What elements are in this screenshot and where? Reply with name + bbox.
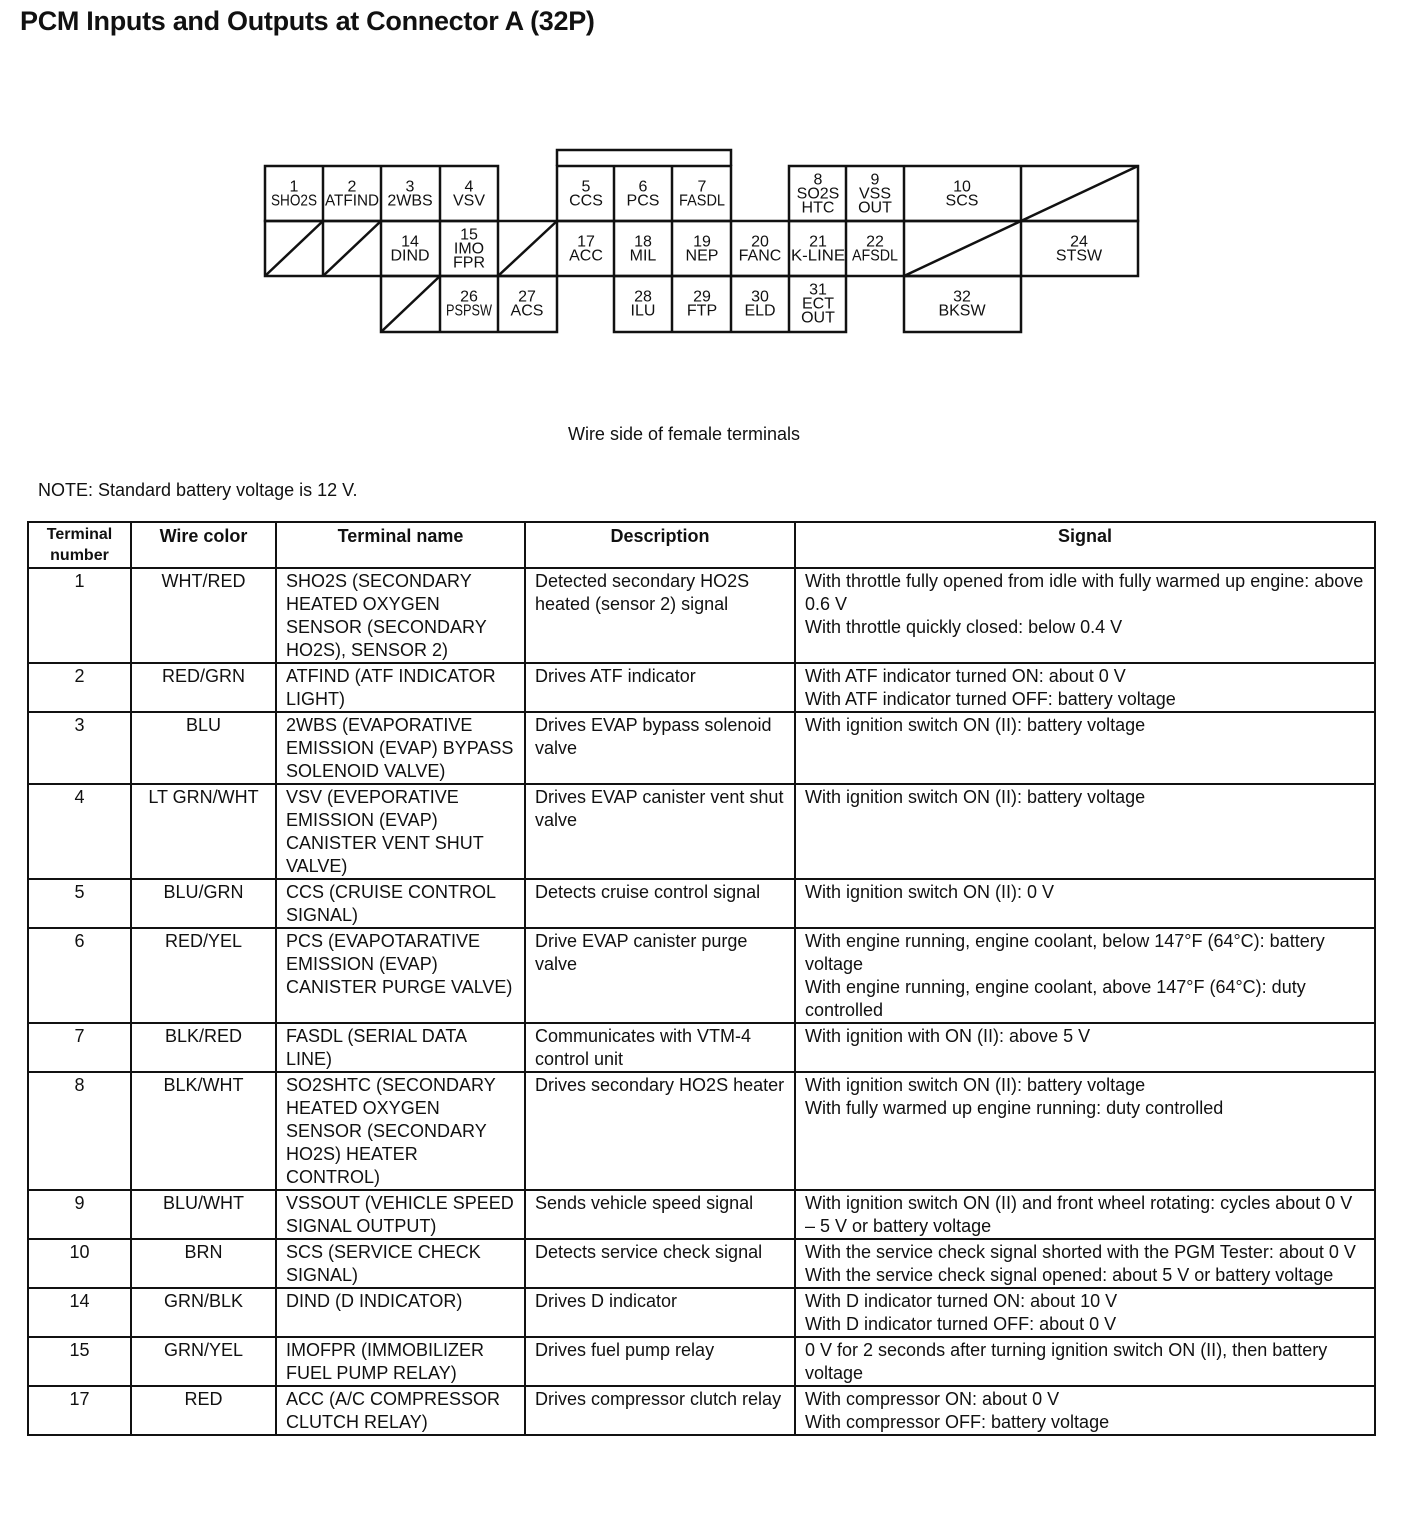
signal-line: With ATF indicator turned OFF: battery voltage [805, 689, 1176, 709]
connector-pin-number: 32 [953, 288, 971, 306]
wire-color-cell: RED/YEL [131, 928, 276, 1023]
connector-pin-name: VSV [452, 192, 486, 210]
terminal-table [27, 521, 1376, 1436]
description-cell: Drives fuel pump relay [525, 1337, 795, 1386]
signal-line: With engine running, engine coolant, above 147°F (64°C): duty controlled [805, 977, 1306, 1020]
connector-pin-number: 4 [464, 178, 474, 196]
description-cell: Communicates with VTM-4 control unit [525, 1023, 795, 1072]
connector-pin-name: OUT [801, 309, 835, 327]
terminal-number-cell: 2 [28, 663, 131, 712]
signal-line: With the service check signal opened: about 5 V or battery voltage [805, 1265, 1334, 1285]
terminal-name-cell: IMOFPR (IMMOBILIZER FUEL PUMP RELAY) [276, 1337, 525, 1386]
description-cell: Drives ATF indicator [525, 663, 795, 712]
connector-pin-number: 3 [405, 178, 415, 196]
connector-pin-3 [387, 179, 432, 210]
connector-pin-number: 10 [953, 178, 971, 196]
signal-line: With throttle quickly closed: below 0.4 V [805, 617, 1123, 637]
connector-pin-name: AFSDL [852, 247, 899, 265]
signal-line: With ignition switch ON (II) and front wheel rotating: cycles about 0 V – 5 V or battery voltage [805, 1193, 1353, 1236]
connector-pin-number: 30 [751, 288, 769, 306]
connector-pin-name: PCS [626, 192, 660, 210]
signal-line: With compressor OFF: battery voltage [805, 1412, 1110, 1432]
terminal-name-cell: ACC (A/C COMPRESSOR CLUTCH RELAY) [276, 1386, 525, 1435]
terminal-name-cell: VSSOUT (VEHICLE SPEED SIGNAL OUTPUT) [276, 1190, 525, 1239]
signal-cell [795, 1023, 1375, 1072]
signal-cell [795, 1190, 1375, 1239]
table-row [28, 1023, 1375, 1072]
connector-pin-7 [679, 179, 725, 210]
wire-color-cell: RED [131, 1386, 276, 1435]
terminal-number-cell: 5 [28, 879, 131, 928]
connector-pin-number: 15 [460, 226, 478, 244]
connector-pin-name: STSW [1055, 247, 1103, 265]
connector-pin-30 [744, 289, 775, 320]
signal-cell [795, 784, 1375, 879]
connector-pin-4 [453, 179, 485, 210]
connector-pin-name: ACS [510, 302, 544, 320]
terminal-name-cell: PCS (EVAPOTARATIVE EMISSION (EVAP) CANISTER PURGE VALVE) [276, 928, 525, 1023]
terminal-number-cell: 14 [28, 1288, 131, 1337]
connector-pin-name: ECT [802, 295, 834, 313]
description-cell: Sends vehicle speed signal [525, 1190, 795, 1239]
connector-pin-number: 22 [866, 233, 884, 251]
connector-pin-number: 31 [809, 281, 827, 299]
table-row [28, 1239, 1375, 1288]
connector-pin-17 [569, 234, 603, 265]
note-text: NOTE: Standard battery voltage is 12 V. [38, 480, 358, 500]
signal-cell [795, 663, 1375, 712]
connector-pin-number: 24 [1070, 233, 1088, 251]
connector-pin-name: MIL [629, 247, 657, 265]
connector-pin-number: 27 [518, 288, 536, 306]
connector-pin-number: 7 [697, 178, 707, 196]
connector-pin-name: SO2S [796, 185, 840, 203]
connector-pin-name: ACC [569, 247, 603, 265]
connector-pin-number: 1 [289, 178, 299, 196]
signal-line: With fully warmed up engine running: duty controlled [805, 1098, 1224, 1118]
signal-line: 0 V for 2 seconds after turning ignition switch ON (II), then battery voltage [805, 1340, 1328, 1383]
connector-pin-name: 2WBS [387, 192, 433, 210]
connector-pin-15 [453, 227, 485, 272]
signal-line: With ignition switch ON (II): battery voltage [805, 787, 1146, 807]
wire-color-cell: BRN [131, 1239, 276, 1288]
connector-pin-20 [739, 234, 782, 265]
table-row [28, 712, 1375, 784]
terminal-number-cell: 17 [28, 1386, 131, 1435]
signal-line: With throttle fully opened from idle with fully warmed up engine: above 0.6 V [805, 571, 1364, 614]
description-cell: Detects service check signal [525, 1239, 795, 1288]
connector-pin-14 [390, 234, 429, 265]
connector-pin-22 [852, 234, 898, 265]
wire-color-cell: WHT/RED [131, 568, 276, 663]
table-row [28, 928, 1375, 1023]
terminal-name-cell: SCS (SERVICE CHECK SIGNAL) [276, 1239, 525, 1288]
table-row [28, 1072, 1375, 1190]
description-cell: Detected secondary HO2S heated (sensor 2) signal [525, 568, 795, 663]
connector-pin-name: FANC [738, 247, 782, 265]
terminal-number-cell: 4 [28, 784, 131, 879]
connector-pin-name: K-LINE [791, 247, 845, 265]
terminal-name-cell: 2WBS (EVAPORATIVE EMISSION (EVAP) BYPASS SOLENOID VALVE) [276, 712, 525, 784]
connector-pin-26 [446, 289, 493, 320]
header-wire-color: Wire color [131, 522, 276, 568]
signal-line: With ATF indicator turned ON: about 0 V [805, 666, 1126, 686]
terminal-number-cell: 15 [28, 1337, 131, 1386]
terminal-name-cell: SO2SHTC (SECONDARY HEATED OXYGEN SENSOR (SECONDARY HO2S) HEATER CONTROL) [276, 1072, 525, 1190]
connector-pin-number: 18 [634, 233, 652, 251]
connector-pin-name: NEP [685, 247, 719, 265]
signal-cell [795, 568, 1375, 663]
terminal-number-cell: 10 [28, 1239, 131, 1288]
connector-pin-number: 17 [577, 233, 595, 251]
signal-cell [795, 1337, 1375, 1386]
terminal-name-cell: ATFIND (ATF INDICATOR LIGHT) [276, 663, 525, 712]
table-row [28, 1337, 1375, 1386]
terminal-number-cell: 7 [28, 1023, 131, 1072]
signal-line: With ignition switch ON (II): battery voltage [805, 715, 1146, 735]
connector-pin-2 [325, 179, 379, 210]
header-description: Description [525, 522, 795, 568]
terminal-name-cell: CCS (CRUISE CONTROL SIGNAL) [276, 879, 525, 928]
wire-color-cell: BLK/RED [131, 1023, 276, 1072]
terminal-name-cell: SHO2S (SECONDARY HEATED OXYGEN SENSOR (SECONDARY HO2S), SENSOR 2) [276, 568, 525, 663]
wire-color-cell: GRN/BLK [131, 1288, 276, 1337]
connector-pin-name: FPR [453, 254, 485, 272]
terminal-name-cell: FASDL (SERIAL DATA LINE) [276, 1023, 525, 1072]
signal-line: With the service check signal shorted with the PGM Tester: about 0 V [805, 1242, 1356, 1262]
terminal-number-cell: 6 [28, 928, 131, 1023]
connector-pin-1 [271, 179, 317, 210]
connector-caption: Wire side of female terminals [567, 424, 801, 444]
terminal-number-cell: 1 [28, 568, 131, 663]
header-terminal-number: Terminal number [28, 522, 131, 568]
table-row [28, 568, 1375, 663]
connector-pin-number: 9 [870, 171, 880, 189]
header-terminal-name: Terminal name [276, 522, 525, 568]
connector-pin-name: CCS [569, 192, 603, 210]
connector-pin-19 [686, 234, 719, 265]
connector-pin-name: ATFIND [325, 192, 379, 210]
terminal-name-cell: VSV (EVEPORATIVE EMISSION (EVAP) CANISTER VENT SHUT VALVE) [276, 784, 525, 879]
signal-line: With compressor ON: about 0 V [805, 1389, 1060, 1409]
description-cell: Drives EVAP canister vent shut valve [525, 784, 795, 879]
connector-pin-number: 19 [693, 233, 711, 251]
table-row [28, 784, 1375, 879]
table-row [28, 1190, 1375, 1239]
connector-pin-name: PSPSW [446, 302, 493, 320]
table-row [28, 1288, 1375, 1337]
table-row [28, 663, 1375, 712]
wire-color-cell: BLK/WHT [131, 1072, 276, 1190]
connector-pin-10 [946, 179, 979, 210]
connector-pin-number: 8 [813, 171, 823, 189]
terminal-name-cell: DIND (D INDICATOR) [276, 1288, 525, 1337]
connector-pin-number: 14 [401, 233, 419, 251]
signal-line: With engine running, engine coolant, below 147°F (64°C): battery voltage [805, 931, 1325, 974]
connector-pin-name: FASDL [679, 192, 726, 210]
connector-pin-9 [858, 172, 892, 217]
signal-cell [795, 928, 1375, 1023]
page-title: PCM Inputs and Outputs at Connector A (32P) [20, 6, 595, 36]
connector-pin-28 [631, 289, 656, 320]
signal-cell [795, 1239, 1375, 1288]
description-cell: Drives EVAP bypass solenoid valve [525, 712, 795, 784]
connector-pin-31 [801, 282, 835, 327]
connector-pin-name: ELD [744, 302, 776, 320]
connector-pin-name: ILU [630, 302, 656, 320]
connector-pin-number: 28 [634, 288, 652, 306]
connector-pin-18 [630, 234, 657, 265]
signal-line: With D indicator turned OFF: about 0 V [805, 1314, 1117, 1334]
wire-color-cell: BLU/GRN [131, 879, 276, 928]
table-row [28, 1386, 1375, 1435]
connector-pin-24 [1056, 234, 1103, 265]
signal-line: With ignition with ON (II): above 5 V [805, 1026, 1091, 1046]
connector-pin-21 [791, 234, 845, 265]
signal-line: With ignition switch ON (II): 0 V [805, 882, 1055, 902]
description-cell: Drives secondary HO2S heater [525, 1072, 795, 1190]
description-cell: Drives D indicator [525, 1288, 795, 1337]
connector-pin-name: VSS [858, 185, 892, 203]
connector-pin-name: OUT [858, 199, 892, 217]
table-header-row [28, 522, 1375, 568]
description-cell: Detects cruise control signal [525, 879, 795, 928]
wire-color-cell: RED/GRN [131, 663, 276, 712]
connector-pin-5 [569, 179, 603, 210]
signal-line: With ignition switch ON (II): battery voltage [805, 1075, 1146, 1095]
terminal-number-cell: 3 [28, 712, 131, 784]
connector-pin-name: SCS [945, 192, 979, 210]
connector-pin-name: SHO2S [271, 192, 317, 210]
wire-color-cell: BLU [131, 712, 276, 784]
wire-color-cell: LT GRN/WHT [131, 784, 276, 879]
terminal-number-cell: 9 [28, 1190, 131, 1239]
wire-color-cell: BLU/WHT [131, 1190, 276, 1239]
description-cell: Drive EVAP canister purge valve [525, 928, 795, 1023]
header-signal: Signal [795, 522, 1375, 568]
wire-color-cell: GRN/YEL [131, 1337, 276, 1386]
connector-pin-name: HTC [801, 199, 835, 217]
connector-pin-number: 20 [751, 233, 769, 251]
connector-pin-name: BKSW [938, 302, 986, 320]
description-cell: Drives compressor clutch relay [525, 1386, 795, 1435]
connector-pin-27 [511, 289, 544, 320]
connector-diagram [0, 0, 1408, 420]
connector-pin-number: 5 [581, 178, 591, 196]
signal-line: With D indicator turned ON: about 10 V [805, 1291, 1118, 1311]
connector-pin-number: 21 [809, 233, 827, 251]
signal-cell [795, 712, 1375, 784]
signal-cell [795, 1386, 1375, 1435]
connector-pin-number: 29 [693, 288, 711, 306]
terminal-number-cell: 8 [28, 1072, 131, 1190]
table-row [28, 879, 1375, 928]
connector-pin-32 [938, 289, 986, 320]
connector-pin-8 [797, 172, 840, 217]
connector-pin-29 [687, 289, 717, 320]
signal-cell [795, 1072, 1375, 1190]
connector-pin-number: 2 [347, 178, 357, 196]
signal-cell [795, 879, 1375, 928]
connector-pin-number: 26 [460, 288, 478, 306]
connector-pin-number: 6 [638, 178, 648, 196]
connector-pin-name: IMO [453, 240, 485, 258]
connector-pin-name: DIND [390, 247, 430, 265]
signal-cell [795, 1288, 1375, 1337]
connector-pin-name: FTP [686, 302, 718, 320]
connector-pin-6 [627, 179, 660, 210]
